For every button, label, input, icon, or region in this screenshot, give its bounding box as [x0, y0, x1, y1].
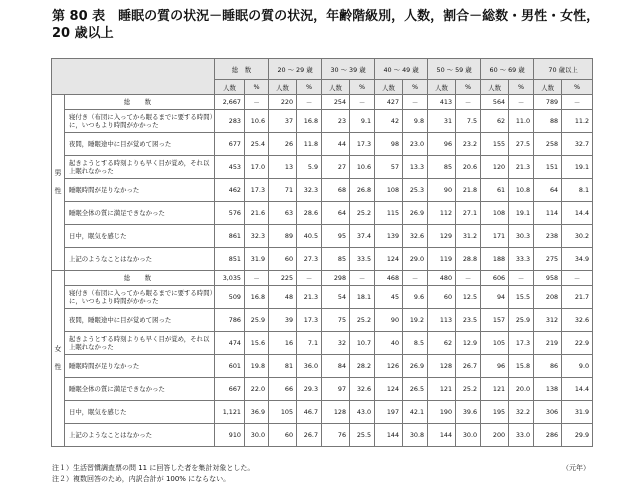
table-cell: 171: [481, 225, 509, 248]
table-cell: 25.9: [509, 309, 534, 332]
table-cell: 30.3: [509, 225, 534, 248]
table-cell: 10.6: [350, 156, 375, 179]
table-cell: 128: [322, 401, 350, 424]
table-cell: 283: [215, 110, 245, 133]
table-cell: 76: [322, 424, 350, 447]
table-cell: 114: [534, 202, 562, 225]
table-cell: 27.1: [456, 202, 481, 225]
table-cell: 151: [534, 156, 562, 179]
table-cell: 48: [269, 286, 297, 309]
table-row: [52, 202, 593, 225]
table-cell: 26.7: [297, 424, 322, 447]
table-cell: 105: [481, 332, 509, 355]
table-cell: 286: [534, 424, 562, 447]
table-cell: 576: [215, 202, 245, 225]
table-cell: 12.9: [456, 332, 481, 355]
table-cell: 33.5: [350, 248, 375, 271]
total-label: 総 数: [65, 271, 215, 286]
table-cell: 275: [534, 248, 562, 271]
table-cell: 66: [269, 378, 297, 401]
table-cell: 30.0: [245, 424, 269, 447]
table-cell: 60: [269, 248, 297, 271]
table-cell: 21.7: [562, 286, 593, 309]
table-cell: 32.7: [562, 133, 593, 156]
percent-subheader: %: [562, 80, 593, 95]
table-cell: 7.5: [456, 110, 481, 133]
table-cell: 139: [375, 225, 403, 248]
table-cell: 29.3: [297, 378, 322, 401]
table-cell: 16.8: [297, 110, 322, 133]
total-label: 総 数: [65, 95, 215, 110]
age-group-header: 70 歳以上: [534, 59, 593, 80]
table-cell: 36.0: [297, 355, 322, 378]
table-cell: 22.9: [562, 332, 593, 355]
footnote-2: 注２）複数回答のため，内訳合計が 100% にならない。: [52, 475, 231, 483]
table-cell: 32.2: [509, 401, 534, 424]
table-cell: 200: [481, 424, 509, 447]
table-cell: 108: [375, 179, 403, 202]
table-cell: 15.5: [509, 286, 534, 309]
table-cell: －: [297, 271, 322, 286]
table-cell: 81: [269, 355, 297, 378]
table-cell: 312: [534, 309, 562, 332]
table-cell: 88: [534, 110, 562, 133]
row-label: 夜間，睡眠途中に目が覚めて困った: [65, 133, 215, 156]
age-group-header: 30 ～ 39 歳: [322, 59, 375, 80]
table-cell: 17.3: [245, 179, 269, 202]
table-cell: 23.5: [456, 309, 481, 332]
count-subheader: 人数: [534, 80, 562, 95]
table-cell: 121: [481, 378, 509, 401]
table-cell: 120: [481, 156, 509, 179]
table-cell: 108: [481, 202, 509, 225]
table-cell: 15.8: [509, 355, 534, 378]
table-cell: 25.2: [350, 309, 375, 332]
table-cell: 667: [215, 378, 245, 401]
table-cell: 60: [269, 424, 297, 447]
table-row: [52, 248, 593, 271]
row-label: 寝付き（布団に入ってから眠るまでに要する時間）に，いつもより時間がかかった: [65, 286, 215, 309]
table-cell: 188: [481, 248, 509, 271]
table-row: [52, 156, 593, 179]
table-cell: 19.8: [245, 355, 269, 378]
table-cell: 124: [375, 248, 403, 271]
table-cell: 64: [534, 179, 562, 202]
table-cell: 98: [375, 133, 403, 156]
table-cell: 119: [428, 248, 456, 271]
table-cell: 44: [322, 133, 350, 156]
count-subheader: 人数: [322, 80, 350, 95]
row-label: 日中，眠気を感じた: [65, 225, 215, 248]
table-cell: －: [350, 95, 375, 110]
table-cell: 40: [375, 332, 403, 355]
table-cell: 25.5: [350, 424, 375, 447]
count-subheader: 人数: [375, 80, 403, 95]
table-cell: 16.8: [245, 286, 269, 309]
table-cell: 13: [269, 156, 297, 179]
table-cell: 15.6: [245, 332, 269, 355]
table-cell: 121: [428, 378, 456, 401]
table-cell: 10.6: [245, 110, 269, 133]
table-cell: 60: [428, 286, 456, 309]
table-cell: 27.3: [297, 248, 322, 271]
table-cell: 28.6: [297, 202, 322, 225]
row-label: 夜間，睡眠途中に目が覚めて困った: [65, 309, 215, 332]
table-cell: 254: [322, 95, 350, 110]
table-cell: 30.2: [562, 225, 593, 248]
title-line-1: 第 80 表 睡眠の質の状況－睡眠の質の状況，年齢階級別，人数，割合－総数・男性・女性，: [52, 9, 600, 24]
percent-subheader: %: [403, 80, 428, 95]
table-cell: 39: [269, 309, 297, 332]
table-cell: 17.0: [245, 156, 269, 179]
table-cell: 11.2: [562, 110, 593, 133]
table-cell: 112: [428, 202, 456, 225]
table-cell: －: [456, 271, 481, 286]
sex-label: 男 性: [52, 95, 65, 271]
table-cell: 157: [481, 309, 509, 332]
table-cell: 190: [428, 401, 456, 424]
count-subheader: 人数: [481, 80, 509, 95]
percent-subheader: %: [509, 80, 534, 95]
table-row: [52, 133, 593, 156]
table-cell: 197: [375, 401, 403, 424]
table-cell: 601: [215, 355, 245, 378]
table-cell: 17.3: [350, 133, 375, 156]
table-cell: 64: [322, 202, 350, 225]
table-cell: 34.9: [562, 248, 593, 271]
table-cell: 9.8: [403, 110, 428, 133]
table-cell: 17.3: [297, 309, 322, 332]
table-cell: －: [350, 271, 375, 286]
table-cell: 851: [215, 248, 245, 271]
table-cell: 20.6: [456, 156, 481, 179]
table-cell: 129: [428, 225, 456, 248]
percent-subheader: %: [297, 80, 322, 95]
table-cell: 20.0: [509, 378, 534, 401]
table-row: [52, 225, 593, 248]
table-cell: 37: [269, 110, 297, 133]
table-cell: 27: [322, 156, 350, 179]
table-cell: 23.2: [456, 133, 481, 156]
table-cell: 85: [428, 156, 456, 179]
table-cell: 195: [481, 401, 509, 424]
table-cell: 36.9: [245, 401, 269, 424]
table-cell: 32.6: [562, 309, 593, 332]
percent-subheader: %: [456, 80, 481, 95]
age-group-header: 20 ～ 29 歳: [269, 59, 322, 80]
table-cell: 16: [269, 332, 297, 355]
table-cell: 96: [481, 355, 509, 378]
table-cell: 37.4: [350, 225, 375, 248]
table-cell: －: [245, 271, 269, 286]
era-label: （元年）: [562, 464, 590, 472]
table-cell: 21.3: [509, 156, 534, 179]
table-cell: 96: [428, 133, 456, 156]
table-cell: －: [403, 271, 428, 286]
section-total-row: [52, 271, 593, 286]
table-cell: 22.0: [245, 378, 269, 401]
percent-subheader: %: [245, 80, 269, 95]
table-cell: 31.9: [245, 248, 269, 271]
row-label: 上記のようなことはなかった: [65, 424, 215, 447]
table-cell: 25.2: [456, 378, 481, 401]
table-cell: 94: [481, 286, 509, 309]
row-label: 起きようとする時刻よりも早く目が覚め，それ以上眠れなかった: [65, 332, 215, 355]
table-cell: 5.9: [297, 156, 322, 179]
table-cell: 30.8: [403, 424, 428, 447]
table-cell: 86: [534, 355, 562, 378]
age-group-header: 40 ～ 49 歳: [375, 59, 428, 80]
table-cell: 33.0: [509, 424, 534, 447]
table-cell: 786: [215, 309, 245, 332]
table-cell: 115: [375, 202, 403, 225]
table-cell: 25.2: [350, 202, 375, 225]
table-cell: 606: [481, 271, 509, 286]
row-label: 睡眠時間が足りなかった: [65, 355, 215, 378]
table-cell: 42.1: [403, 401, 428, 424]
row-label: 寝付き（布団に入ってから眠るまでに要する時間）に，いつもより時間がかかった: [65, 110, 215, 133]
table-cell: 9.6: [403, 286, 428, 309]
table-cell: 910: [215, 424, 245, 447]
table-cell: 28.8: [456, 248, 481, 271]
table-cell: 32.3: [245, 225, 269, 248]
age-group-header: 総 数: [215, 59, 269, 80]
table-cell: 427: [375, 95, 403, 110]
table-cell: 861: [215, 225, 245, 248]
table-cell: 124: [375, 378, 403, 401]
table-cell: 258: [534, 133, 562, 156]
table-cell: 138: [534, 378, 562, 401]
table-cell: 14.4: [562, 378, 593, 401]
table-cell: 17.3: [509, 332, 534, 355]
table-cell: 10.8: [509, 179, 534, 202]
table-row: [52, 401, 593, 424]
table-cell: 462: [215, 179, 245, 202]
footnotes: [52, 463, 254, 485]
row-label: 起きようとする時刻よりも早く目が覚め，それ以上眠れなかった: [65, 156, 215, 179]
table-cell: 11.0: [509, 110, 534, 133]
table-cell: 7.1: [297, 332, 322, 355]
row-label: 上記のようなことはなかった: [65, 248, 215, 271]
table-cell: 789: [534, 95, 562, 110]
table-cell: 26.5: [403, 378, 428, 401]
table-cell: 19.2: [403, 309, 428, 332]
table-cell: 26.9: [403, 355, 428, 378]
table-cell: 480: [428, 271, 456, 286]
table-cell: 43.0: [350, 401, 375, 424]
row-label: 睡眠全体の質に満足できなかった: [65, 202, 215, 225]
header-corner: [52, 59, 215, 95]
table-cell: 25.4: [245, 133, 269, 156]
table-cell: 29.9: [562, 424, 593, 447]
table-row: [52, 424, 593, 447]
table-cell: －: [562, 271, 593, 286]
table-cell: 27.5: [509, 133, 534, 156]
table-cell: 31: [428, 110, 456, 133]
table-cell: 126: [375, 355, 403, 378]
table-cell: －: [562, 95, 593, 110]
table-cell: 33.3: [509, 248, 534, 271]
table-cell: －: [245, 95, 269, 110]
table-cell: 61: [481, 179, 509, 202]
table-cell: 63: [269, 202, 297, 225]
table-cell: 2,667: [215, 95, 245, 110]
table-cell: 677: [215, 133, 245, 156]
table-cell: 468: [375, 271, 403, 286]
table-row: [52, 110, 593, 133]
table-cell: 219: [534, 332, 562, 355]
table-cell: 26.9: [403, 202, 428, 225]
table-cell: 23.0: [403, 133, 428, 156]
table-cell: 39.6: [456, 401, 481, 424]
table-cell: 11.8: [297, 133, 322, 156]
table-cell: 208: [534, 286, 562, 309]
table-cell: 95: [322, 225, 350, 248]
table-cell: 75: [322, 309, 350, 332]
table-cell: 84: [322, 355, 350, 378]
table-cell: 46.7: [297, 401, 322, 424]
table-cell: 220: [269, 95, 297, 110]
table-cell: 71: [269, 179, 297, 202]
table-cell: 29.0: [403, 248, 428, 271]
sex-label: 女 性: [52, 271, 65, 447]
table-cell: 144: [428, 424, 456, 447]
table-cell: 238: [534, 225, 562, 248]
table-cell: 19.1: [509, 202, 534, 225]
table-cell: 8.1: [562, 179, 593, 202]
table-cell: 57: [375, 156, 403, 179]
table-cell: 21.8: [456, 179, 481, 202]
table-cell: 90: [428, 179, 456, 202]
table-cell: 105: [269, 401, 297, 424]
row-label: 日中，眠気を感じた: [65, 401, 215, 424]
table-cell: 8.5: [403, 332, 428, 355]
table-cell: 28.2: [350, 355, 375, 378]
table-cell: 25.9: [245, 309, 269, 332]
table-cell: －: [509, 95, 534, 110]
table-cell: 1,121: [215, 401, 245, 424]
table-cell: －: [403, 95, 428, 110]
table-row: [52, 179, 593, 202]
table-cell: 306: [534, 401, 562, 424]
table-cell: 21.6: [245, 202, 269, 225]
table-cell: 32: [322, 332, 350, 355]
table-cell: －: [456, 95, 481, 110]
table-cell: 32.6: [350, 378, 375, 401]
data-table: [51, 58, 593, 447]
table-cell: 31.9: [562, 401, 593, 424]
table-row: [52, 378, 593, 401]
count-subheader: 人数: [269, 80, 297, 95]
table-row: [52, 332, 593, 355]
table-cell: 31.2: [456, 225, 481, 248]
table-cell: 90: [375, 309, 403, 332]
table-cell: 30.0: [456, 424, 481, 447]
table-cell: 453: [215, 156, 245, 179]
row-label: 睡眠時間が足りなかった: [65, 179, 215, 202]
table-cell: 474: [215, 332, 245, 355]
table-cell: 13.3: [403, 156, 428, 179]
table-cell: 9.1: [350, 110, 375, 133]
table-cell: 155: [481, 133, 509, 156]
table-cell: 45: [375, 286, 403, 309]
table-cell: 23: [322, 110, 350, 133]
table-title: [52, 8, 612, 42]
table-cell: 9.0: [562, 355, 593, 378]
table-cell: 21.3: [297, 286, 322, 309]
table-row: [52, 309, 593, 332]
table-cell: 85: [322, 248, 350, 271]
table-cell: 113: [428, 309, 456, 332]
table-row: [52, 286, 593, 309]
table-cell: 298: [322, 271, 350, 286]
table-cell: 144: [375, 424, 403, 447]
table-cell: 26.7: [456, 355, 481, 378]
percent-subheader: %: [350, 80, 375, 95]
table-cell: 18.1: [350, 286, 375, 309]
table-cell: 413: [428, 95, 456, 110]
table-cell: 225: [269, 271, 297, 286]
table-cell: 62: [481, 110, 509, 133]
table-cell: 89: [269, 225, 297, 248]
table-cell: 19.1: [562, 156, 593, 179]
table-cell: －: [297, 95, 322, 110]
table-cell: 32.6: [403, 225, 428, 248]
row-label: 睡眠全体の質に満足できなかった: [65, 378, 215, 401]
table-cell: 25.3: [403, 179, 428, 202]
table-cell: 128: [428, 355, 456, 378]
table-cell: 40.5: [297, 225, 322, 248]
table-cell: 564: [481, 95, 509, 110]
table-cell: 32.3: [297, 179, 322, 202]
table-row: [52, 355, 593, 378]
table-cell: 68: [322, 179, 350, 202]
table-cell: 3,035: [215, 271, 245, 286]
table-cell: 26: [269, 133, 297, 156]
count-subheader: 人数: [428, 80, 456, 95]
table-cell: 958: [534, 271, 562, 286]
table-cell: 54: [322, 286, 350, 309]
age-group-header: 50 ～ 59 歳: [428, 59, 481, 80]
age-group-header: 60 ～ 69 歳: [481, 59, 534, 80]
section-total-row: [52, 95, 593, 110]
table-cell: 10.7: [350, 332, 375, 355]
table-cell: 42: [375, 110, 403, 133]
table-cell: 26.8: [350, 179, 375, 202]
table-cell: 12.5: [456, 286, 481, 309]
footnote-1: 注１）生活習慣調査票の問 11 に回答した者を集計対象とした。: [52, 464, 255, 472]
table-cell: 14.4: [562, 202, 593, 225]
table-cell: 62: [428, 332, 456, 355]
title-line-2: 20 歳以上: [52, 26, 114, 41]
table-cell: －: [509, 271, 534, 286]
table-cell: 97: [322, 378, 350, 401]
count-subheader: 人数: [215, 80, 245, 95]
table-cell: 509: [215, 286, 245, 309]
